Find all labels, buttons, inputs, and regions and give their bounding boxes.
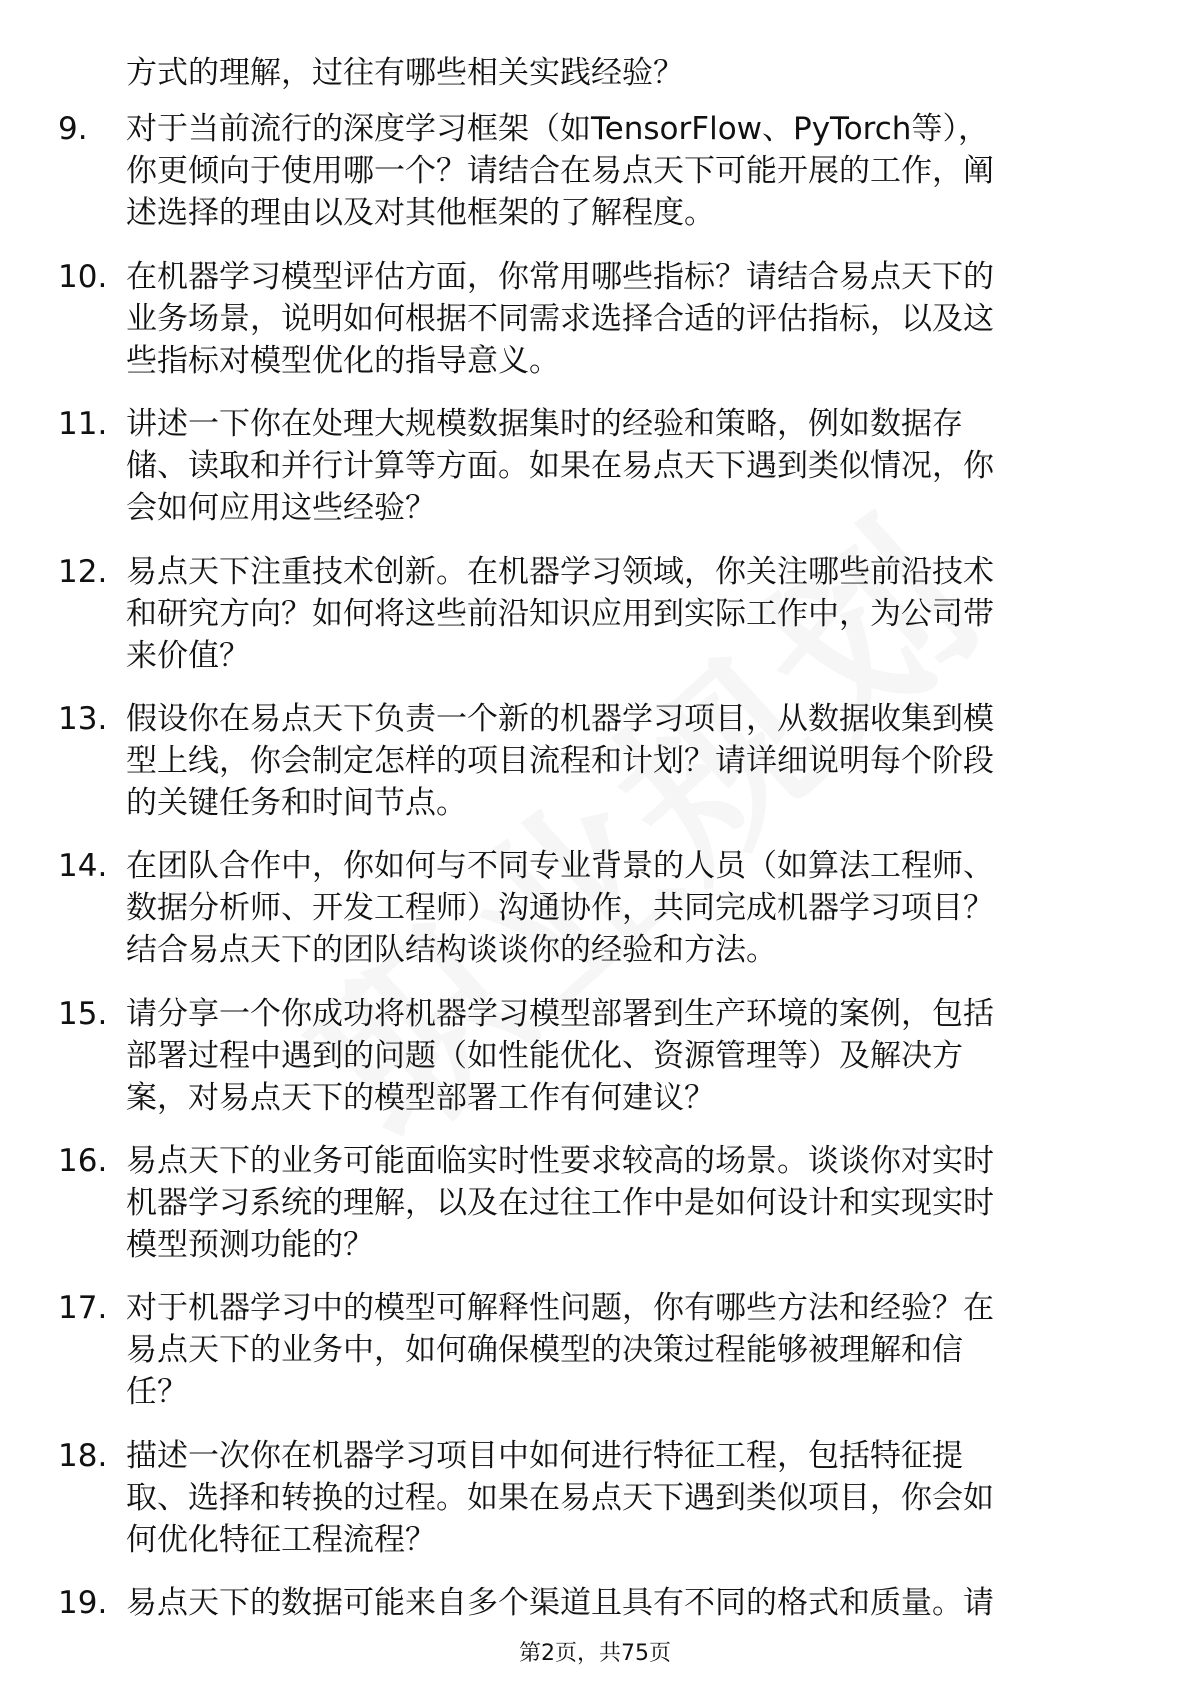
question-line: 模型预测功能的？ [126, 1227, 374, 1263]
question-number: 14. [58, 848, 108, 884]
question-text [126, 698, 1106, 824]
question-line: 何优化特征工程流程？ [126, 1522, 436, 1558]
question-line: 案，对易点天下的模型部署工作有何建议？ [126, 1080, 715, 1116]
question-line: 取、选择和转换的过程。如果在易点天下遇到类似项目，你会如 [126, 1480, 994, 1516]
question-line: 任？ [126, 1374, 188, 1410]
question-text [126, 1435, 1106, 1561]
question-line: 结合易点天下的团队结构谈谈你的经验和方法。 [126, 932, 777, 968]
question-line: 来价值？ [126, 638, 250, 674]
page-footer: 第2页，共75页 [519, 1641, 671, 1666]
question-text [126, 551, 1106, 677]
question-line: 你更倾向于使用哪一个？请结合在易点天下可能开展的工作，阐 [126, 153, 994, 189]
continuation-line: 方式的理解，过往有哪些相关实践经验？ [126, 55, 684, 91]
question-line: 机器学习系统的理解，以及在过往工作中是如何设计和实现实时 [126, 1185, 994, 1221]
question-number: 15. [58, 996, 108, 1032]
question-text [126, 1140, 1106, 1266]
question-line: 业务场景，说明如何根据不同需求选择合适的评估指标，以及这 [126, 301, 994, 337]
question-number: 11. [58, 406, 108, 442]
question-line: 易点天下的数据可能来自多个渠道且具有不同的格式和质量。请 [126, 1585, 994, 1621]
question-line: 请分享一个你成功将机器学习模型部署到生产环境的案例，包括 [126, 996, 994, 1032]
question-line: 部署过程中遇到的问题（如性能优化、资源管理等）及解决方 [126, 1038, 963, 1074]
question-line: 述选择的理由以及对其他框架的了解程度。 [126, 195, 715, 231]
question-line: 在机器学习模型评估方面，你常用哪些指标？请结合易点天下的 [126, 259, 994, 295]
question-line: 易点天下的业务可能面临实时性要求较高的场景。谈谈你对实时 [126, 1143, 994, 1179]
question-line: 在团队合作中，你如何与不同专业背景的人员（如算法工程师、 [126, 848, 994, 884]
question-line: 的关键任务和时间节点。 [126, 785, 467, 821]
question-text [126, 845, 1106, 971]
question-line: 描述一次你在机器学习项目中如何进行特征工程，包括特征提 [126, 1438, 963, 1474]
question-line: 会如何应用这些经验？ [126, 490, 436, 526]
question-text [126, 993, 1106, 1119]
question-text [126, 1582, 1106, 1624]
question-number: 9. [58, 111, 88, 147]
question-line: 讲述一下你在处理大规模数据集时的经验和策略，例如数据存 [126, 406, 963, 442]
question-number: 17. [58, 1290, 108, 1326]
question-line: 和研究方向？如何将这些前沿知识应用到实际工作中，为公司带 [126, 596, 994, 632]
question-line: 对于机器学习中的模型可解释性问题，你有哪些方法和经验？在 [126, 1290, 994, 1326]
question-line: 对于当前流行的深度学习框架（如TensorFlow、PyTorch等）， [126, 111, 989, 147]
question-number: 13. [58, 701, 108, 737]
question-line: 易点天下注重技术创新。在机器学习领域，你关注哪些前沿技术 [126, 554, 994, 590]
question-text [126, 108, 1106, 234]
question-number: 10. [58, 259, 108, 295]
question-line: 储、读取和并行计算等方面。如果在易点天下遇到类似情况，你 [126, 448, 994, 484]
question-line: 假设你在易点天下负责一个新的机器学习项目，从数据收集到模 [126, 701, 994, 737]
question-line: 数据分析师、开发工程师）沟通协作，共同完成机器学习项目？ [126, 890, 994, 926]
question-text [126, 256, 1106, 382]
question-number: 18. [58, 1438, 108, 1474]
question-number: 19. [58, 1585, 108, 1621]
question-text [126, 403, 1106, 529]
question-line: 易点天下的业务中，如何确保模型的决策过程能够被理解和信 [126, 1332, 963, 1368]
question-line: 些指标对模型优化的指导意义。 [126, 343, 560, 379]
question-number: 12. [58, 554, 108, 590]
question-number: 16. [58, 1143, 108, 1179]
question-line: 型上线，你会制定怎样的项目流程和计划？请详细说明每个阶段 [126, 743, 994, 779]
question-text [126, 1287, 1106, 1413]
